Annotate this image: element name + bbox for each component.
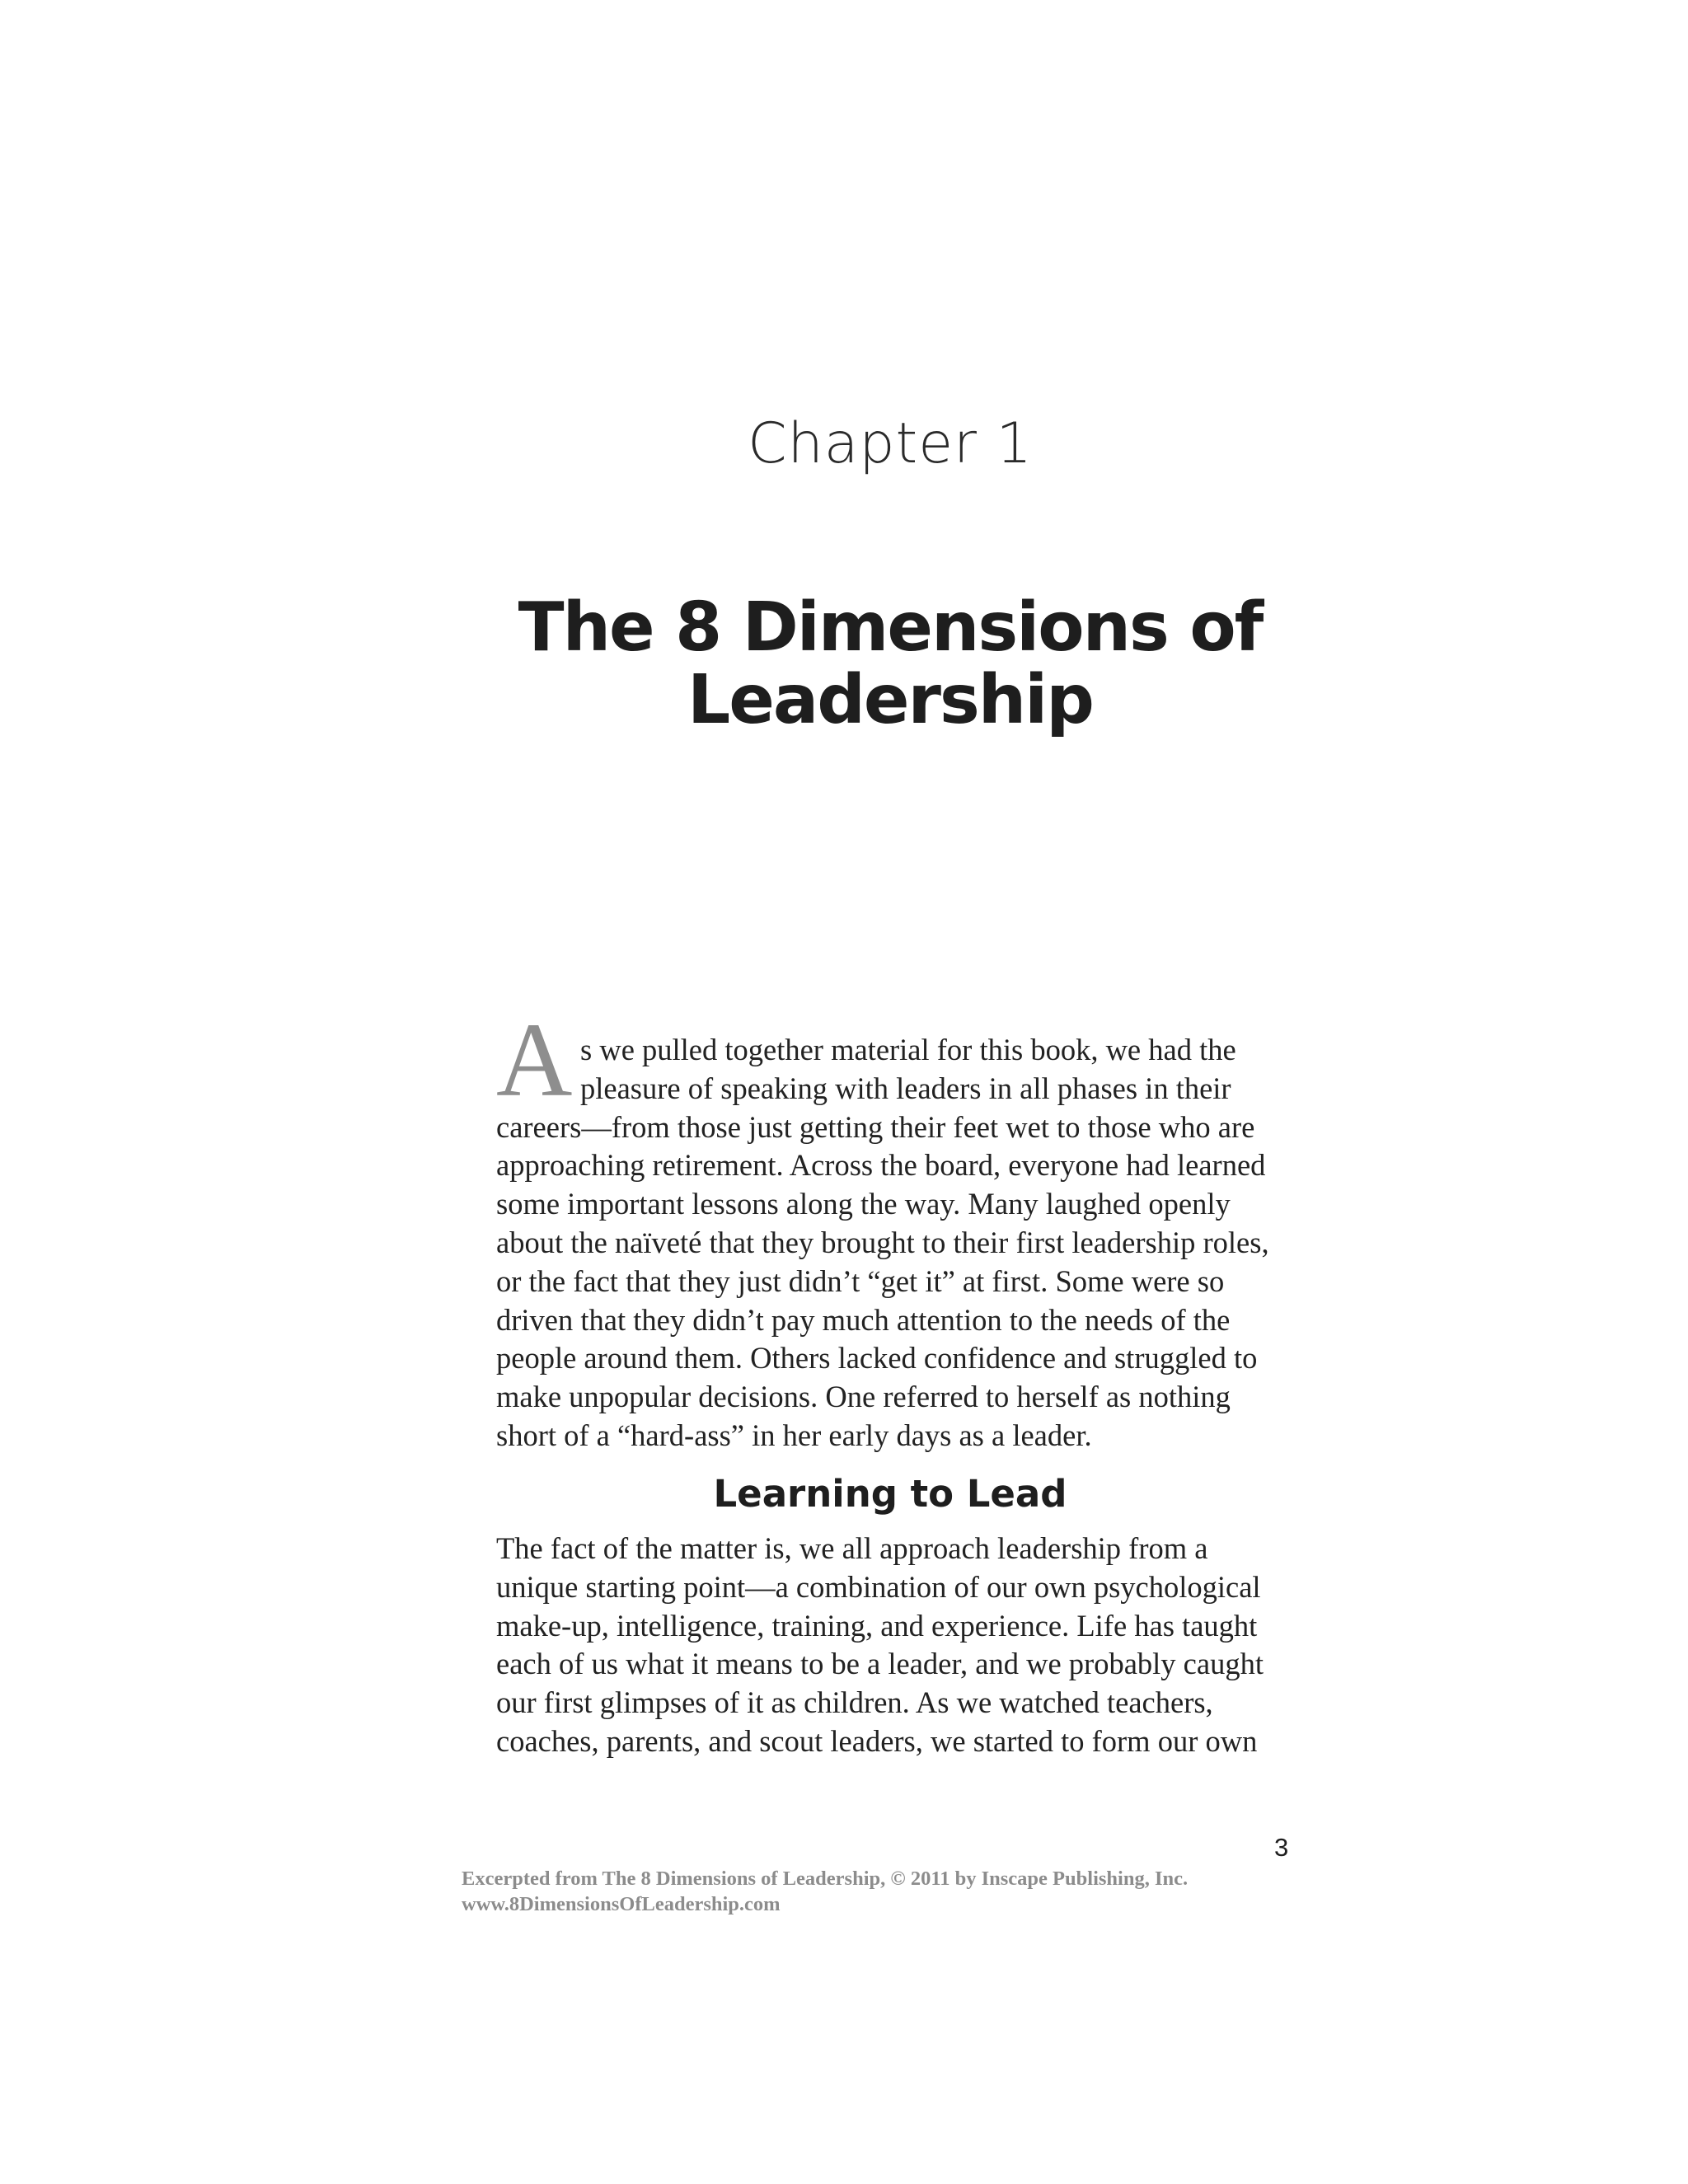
text-line: s we pulled together material for this book, we had the (580, 1033, 1236, 1066)
text-line: each of us what it means to be a leader, and we probably caught (496, 1647, 1264, 1681)
text-line: short of a “hard-ass” in her early days as a leader. (496, 1418, 1092, 1452)
text-line: approaching retirement. Across the board, everyone had learned (496, 1148, 1266, 1183)
footer-website: www.8DimensionsOfLeadership.com (462, 1893, 781, 1915)
text-line: pleasure of speaking with leaders in all phases in their (580, 1071, 1231, 1105)
excerpt-footer (462, 1866, 1188, 1917)
text-line: some important lessons along the way. Many laughed openly (496, 1187, 1231, 1221)
text-line: about the naïveté that they brought to their first leadership roles, (496, 1225, 1269, 1259)
text-line: careers—from those just getting their feet wet to those who are (496, 1109, 1255, 1144)
chapter-title-line: Leadership (687, 661, 1093, 739)
text-line: or the fact that they just didn’t “get it” at first. Some were so (496, 1263, 1225, 1298)
text-line: driven that they didn’t pay much attention to the needs of the (496, 1302, 1231, 1337)
text-line: The fact of the matter is, we all approach leadership from a (496, 1531, 1208, 1565)
section-heading: Learning to Lead (713, 1472, 1067, 1516)
text-line: coaches, parents, and scout leaders, we started to form our own (496, 1723, 1258, 1758)
chapter-title-line: The 8 Dimensions of (518, 588, 1263, 667)
chapter-title (0, 588, 1688, 739)
drop-cap: A (496, 1001, 573, 1118)
intro-paragraph (496, 1031, 1287, 1455)
page-number: 3 (1274, 1833, 1289, 1862)
text-line: our first glimpses of it as children. As we watched teachers, (496, 1685, 1213, 1720)
text-line: people around them. Others lacked confidence and struggled to (496, 1341, 1258, 1376)
chapter-label: Chapter 1 (748, 411, 1033, 476)
text-line: make-up, intelligence, training, and experience. Life has taught (496, 1608, 1258, 1643)
section-paragraph (496, 1530, 1287, 1761)
text-line: make unpopular decisions. One referred to herself as nothing (496, 1380, 1231, 1414)
footer-copyright: Excerpted from The 8 Dimensions of Leadership, © 2011 by Inscape Publishing, Inc. (462, 1868, 1189, 1890)
text-line: unique starting point—a combination of our own psychological (496, 1569, 1261, 1604)
